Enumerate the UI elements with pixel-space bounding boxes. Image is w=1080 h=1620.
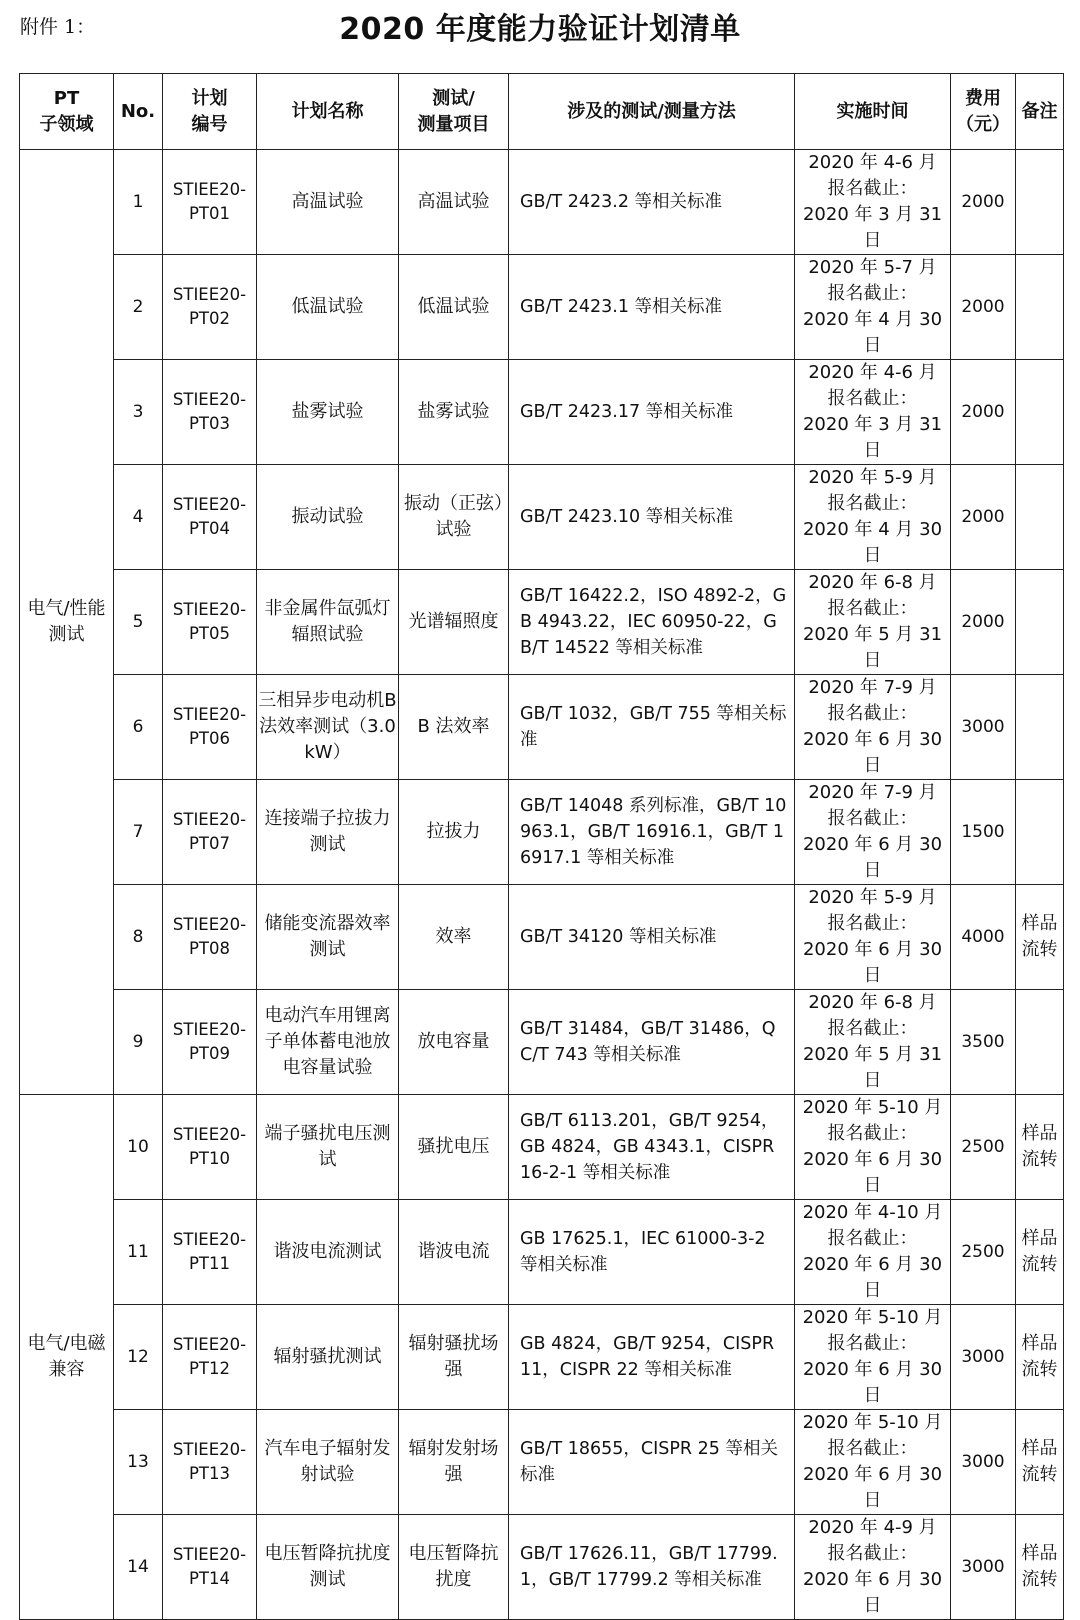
schedule-deadline-date: 2020 年 6 月 30 日 [802, 1359, 943, 1406]
plan-code-cell [163, 885, 257, 990]
schedule-deadline-label: 报名截止： [827, 1333, 918, 1354]
methods-cell: GB 4824，GB/T 9254，CISPR 11，CISPR 22 等相关标准 [509, 1305, 795, 1410]
plan-code-prefix: STIEE20- [172, 180, 247, 199]
schedule-cell [795, 150, 951, 255]
plan-code-cell [163, 255, 257, 360]
schedule-cell [795, 1095, 951, 1200]
schedule-period: 2020 年 5-9 月 [808, 467, 937, 488]
plan-code-prefix: STIEE20- [172, 600, 247, 619]
schedule-cell [795, 360, 951, 465]
table-row [20, 990, 1064, 1095]
no-cell: 9 [114, 990, 163, 1095]
plan-name-cell: 谐波电流测试 [257, 1200, 399, 1305]
schedule-cell [795, 675, 951, 780]
subfield-line2: 兼容 [48, 1359, 85, 1380]
plan-code-prefix: STIEE20- [172, 1335, 247, 1354]
schedule-deadline-date: 2020 年 5 月 31 日 [802, 1044, 943, 1091]
schedule-deadline-label: 报名截止： [827, 913, 918, 934]
remark-cell [1016, 990, 1064, 1095]
no-cell: 12 [114, 1305, 163, 1410]
schedule-deadline-label: 报名截止： [827, 703, 918, 724]
table-row [20, 1305, 1064, 1410]
schedule-period: 2020 年 6-8 月 [808, 992, 937, 1013]
no-cell: 11 [114, 1200, 163, 1305]
header-fee-line2: （元） [956, 113, 1010, 135]
plan-name-cell: 电压暂降抗扰度测试 [257, 1515, 399, 1620]
plan-code-cell [163, 990, 257, 1095]
methods-cell: GB/T 18655，CISPR 25 等相关标准 [509, 1410, 795, 1515]
plan-code-prefix: STIEE20- [172, 495, 247, 514]
fee-cell: 2500 [951, 1095, 1016, 1200]
schedule-period: 2020 年 5-10 月 [802, 1307, 943, 1328]
plan-name-cell: 振动试验 [257, 465, 399, 570]
methods-cell: GB/T 2423.2 等相关标准 [509, 150, 795, 255]
plan-code-suffix: PT14 [188, 1569, 231, 1588]
header-subfield [20, 74, 114, 150]
plan-name-cell: 三相异步电动机B 法效率测试（3.0kW） [257, 675, 399, 780]
schedule-deadline-label: 报名截止： [827, 1438, 918, 1459]
schedule-cell [795, 990, 951, 1095]
plan-code-cell [163, 570, 257, 675]
fee-cell: 2000 [951, 150, 1016, 255]
schedule-deadline-label: 报名截止： [827, 598, 918, 619]
fee-cell: 3500 [951, 990, 1016, 1095]
remark-cell [1016, 255, 1064, 360]
table-row [20, 675, 1064, 780]
fee-cell: 1500 [951, 780, 1016, 885]
header-subfield-line2: 子领域 [39, 113, 94, 135]
schedule-deadline-label: 报名截止： [827, 388, 918, 409]
table-row [20, 1410, 1064, 1515]
schedule-cell [795, 1200, 951, 1305]
schedule-deadline-label: 报名截止： [827, 283, 918, 304]
schedule-deadline-date: 2020 年 6 月 30 日 [802, 1254, 943, 1301]
plan-code-cell [163, 360, 257, 465]
table-row [20, 1200, 1064, 1305]
test-item-cell: 振动（正弦）试验 [399, 465, 509, 570]
test-item-cell: 盐雾试验 [399, 360, 509, 465]
schedule-period: 2020 年 5-7 月 [808, 257, 937, 278]
plan-code-cell [163, 1095, 257, 1200]
plan-code-prefix: STIEE20- [172, 1545, 247, 1564]
table-row [20, 570, 1064, 675]
schedule-period: 2020 年 5-9 月 [808, 887, 937, 908]
plan-name-cell: 端子骚扰电压测试 [257, 1095, 399, 1200]
pt-plan-table [19, 73, 1064, 1620]
fee-cell: 2000 [951, 570, 1016, 675]
plan-code-cell [163, 1200, 257, 1305]
plan-code-suffix: PT08 [188, 939, 231, 958]
plan-code-prefix: STIEE20- [172, 390, 247, 409]
no-cell: 8 [114, 885, 163, 990]
remark-cell [1016, 465, 1064, 570]
test-item-cell: 放电容量 [399, 990, 509, 1095]
fee-cell: 3000 [951, 1515, 1016, 1620]
subfield-cell [20, 1095, 114, 1620]
subfield-line1: 电气/性能 [27, 598, 106, 619]
plan-name-cell: 汽车电子辐射发射试验 [257, 1410, 399, 1515]
schedule-deadline-date: 2020 年 6 月 30 日 [802, 1569, 943, 1616]
methods-cell: GB/T 17626.11，GB/T 17799.1，GB/T 17799.2 等相关标准 [509, 1515, 795, 1620]
plan-code-prefix: STIEE20- [172, 285, 247, 304]
schedule-cell [795, 780, 951, 885]
plan-code-prefix: STIEE20- [172, 1440, 247, 1459]
plan-code-suffix: PT02 [188, 309, 231, 328]
schedule-deadline-date: 2020 年 5 月 31 日 [802, 624, 943, 671]
plan-name-cell: 低温试验 [257, 255, 399, 360]
schedule-deadline-label: 报名截止： [827, 1228, 918, 1249]
no-cell: 1 [114, 150, 163, 255]
plan-name-cell: 非金属件氙弧灯辐照试验 [257, 570, 399, 675]
plan-code-suffix: PT11 [188, 1254, 231, 1273]
plan-code-cell [163, 465, 257, 570]
methods-cell: GB/T 31484，GB/T 31486，QC/T 743 等相关标准 [509, 990, 795, 1095]
plan-name-cell: 储能变流器效率测试 [257, 885, 399, 990]
subfield-line2: 测试 [48, 624, 85, 645]
test-item-cell: 拉拔力 [399, 780, 509, 885]
plan-code-suffix: PT04 [188, 519, 231, 538]
schedule-period: 2020 年 7-9 月 [808, 677, 937, 698]
plan-code-suffix: PT13 [188, 1464, 231, 1483]
schedule-period: 2020 年 4-9 月 [808, 1517, 937, 1538]
plan-code-suffix: PT12 [188, 1359, 231, 1378]
remark-cell [1016, 360, 1064, 465]
no-cell: 10 [114, 1095, 163, 1200]
schedule-cell [795, 255, 951, 360]
fee-cell: 2000 [951, 360, 1016, 465]
schedule-deadline-label: 报名截止： [827, 1018, 918, 1039]
plan-code-prefix: STIEE20- [172, 1230, 247, 1249]
plan-name-cell: 电动汽车用锂离子单体蓄电池放电容量试验 [257, 990, 399, 1095]
attachment-label: 附件 1： [20, 16, 96, 38]
test-item-cell: 电压暂降抗扰度 [399, 1515, 509, 1620]
document-title: 2020 年度能力验证计划清单 [339, 12, 741, 47]
plan-name-cell: 盐雾试验 [257, 360, 399, 465]
table-row [20, 255, 1064, 360]
schedule-deadline-label: 报名截止： [827, 1123, 918, 1144]
plan-code-prefix: STIEE20- [172, 1125, 247, 1144]
fee-cell: 2000 [951, 465, 1016, 570]
header-remark: 备注 [1016, 74, 1064, 150]
plan-code-suffix: PT01 [188, 204, 231, 223]
fee-cell: 4000 [951, 885, 1016, 990]
plan-code-cell [163, 150, 257, 255]
test-item-cell: 高温试验 [399, 150, 509, 255]
test-item-cell: 光谱辐照度 [399, 570, 509, 675]
remark-cell: 样品流转 [1016, 1095, 1064, 1200]
schedule-cell [795, 465, 951, 570]
schedule-deadline-date: 2020 年 6 月 30 日 [802, 834, 943, 881]
schedule-deadline-date: 2020 年 4 月 30 日 [802, 309, 943, 356]
no-cell: 5 [114, 570, 163, 675]
table-row [20, 1515, 1064, 1620]
header-plan-code-line1: 计划 [191, 87, 228, 109]
plan-code-suffix: PT10 [188, 1149, 231, 1168]
table-row [20, 360, 1064, 465]
plan-code-cell [163, 1305, 257, 1410]
remark-cell [1016, 150, 1064, 255]
table-body [20, 150, 1064, 1620]
schedule-period: 2020 年 7-9 月 [808, 782, 937, 803]
schedule-deadline-date: 2020 年 6 月 30 日 [802, 1149, 943, 1196]
no-cell: 14 [114, 1515, 163, 1620]
plan-name-cell: 辐射骚扰测试 [257, 1305, 399, 1410]
table-row [20, 465, 1064, 570]
schedule-cell [795, 1305, 951, 1410]
plan-code-prefix: STIEE20- [172, 915, 247, 934]
schedule-period: 2020 年 4-6 月 [808, 152, 937, 173]
plan-code-suffix: PT06 [188, 729, 231, 748]
table-header-row [20, 74, 1064, 150]
header-fee-line1: 费用 [965, 87, 1001, 109]
no-cell: 3 [114, 360, 163, 465]
header-schedule: 实施时间 [795, 74, 951, 150]
remark-cell: 样品流转 [1016, 1305, 1064, 1410]
schedule-period: 2020 年 5-10 月 [802, 1097, 943, 1118]
remark-cell: 样品流转 [1016, 1515, 1064, 1620]
test-item-cell: 谐波电流 [399, 1200, 509, 1305]
plan-code-cell [163, 675, 257, 780]
remark-cell [1016, 780, 1064, 885]
remark-cell: 样品流转 [1016, 1410, 1064, 1515]
schedule-period: 2020 年 4-10 月 [802, 1202, 943, 1223]
table-row [20, 150, 1064, 255]
test-item-cell: 骚扰电压 [399, 1095, 509, 1200]
test-item-cell: 辐射骚扰场强 [399, 1305, 509, 1410]
schedule-cell [795, 1410, 951, 1515]
no-cell: 4 [114, 465, 163, 570]
remark-cell: 样品流转 [1016, 1200, 1064, 1305]
header-fee [951, 74, 1016, 150]
schedule-period: 2020 年 4-6 月 [808, 362, 937, 383]
test-item-cell: B 法效率 [399, 675, 509, 780]
schedule-cell [795, 570, 951, 675]
header-test-item [399, 74, 509, 150]
plan-code-prefix: STIEE20- [172, 810, 247, 829]
methods-cell: GB/T 1032，GB/T 755 等相关标准 [509, 675, 795, 780]
header-test-item-line2: 测量项目 [417, 113, 490, 135]
methods-cell: GB 17625.1，IEC 61000-3-2 等相关标准 [509, 1200, 795, 1305]
no-cell: 13 [114, 1410, 163, 1515]
plan-code-suffix: PT09 [188, 1044, 231, 1063]
header-test-item-line1: 测试/ [432, 87, 475, 109]
subfield-line1: 电气/电磁 [27, 1333, 106, 1354]
header-methods: 涉及的测试/测量方法 [509, 74, 795, 150]
methods-cell: GB/T 2423.1 等相关标准 [509, 255, 795, 360]
methods-cell: GB/T 6113.201，GB/T 9254，GB 4824，GB 4343.1，CISPR 16-2-1 等相关标准 [509, 1095, 795, 1200]
header-plan-code [163, 74, 257, 150]
schedule-deadline-label: 报名截止： [827, 808, 918, 829]
header-plan-name: 计划名称 [257, 74, 399, 150]
schedule-cell [795, 1515, 951, 1620]
plan-code-prefix: STIEE20- [172, 1020, 247, 1039]
subfield-cell [20, 150, 114, 1095]
methods-cell: GB/T 16422.2，ISO 4892-2，GB 4943.22，IEC 60950-22，GB/T 14522 等相关标准 [509, 570, 795, 675]
plan-code-cell [163, 1410, 257, 1515]
fee-cell: 2500 [951, 1200, 1016, 1305]
methods-cell: GB/T 2423.10 等相关标准 [509, 465, 795, 570]
schedule-deadline-date: 2020 年 3 月 31 日 [802, 414, 943, 461]
schedule-cell [795, 885, 951, 990]
remark-cell [1016, 570, 1064, 675]
schedule-deadline-date: 2020 年 3 月 31 日 [802, 204, 943, 251]
plan-code-suffix: PT05 [188, 624, 231, 643]
table-row [20, 780, 1064, 885]
schedule-deadline-date: 2020 年 4 月 30 日 [802, 519, 943, 566]
schedule-deadline-label: 报名截止： [827, 493, 918, 514]
no-cell: 6 [114, 675, 163, 780]
header-subfield-line1: PT [53, 87, 80, 109]
plan-code-cell [163, 780, 257, 885]
schedule-deadline-date: 2020 年 6 月 30 日 [802, 1464, 943, 1511]
plan-code-suffix: PT03 [188, 414, 231, 433]
methods-cell: GB/T 14048 系列标准，GB/T 10963.1，GB/T 16916.1，GB/T 16917.1 等相关标准 [509, 780, 795, 885]
table-row [20, 1095, 1064, 1200]
plan-name-cell: 高温试验 [257, 150, 399, 255]
remark-cell: 样品流转 [1016, 885, 1064, 990]
methods-cell: GB/T 34120 等相关标准 [509, 885, 795, 990]
no-cell: 7 [114, 780, 163, 885]
schedule-deadline-date: 2020 年 6 月 30 日 [802, 939, 943, 986]
test-item-cell: 辐射发射场强 [399, 1410, 509, 1515]
fee-cell: 3000 [951, 675, 1016, 780]
schedule-period: 2020 年 6-8 月 [808, 572, 937, 593]
schedule-deadline-label: 报名截止： [827, 178, 918, 199]
fee-cell: 2000 [951, 255, 1016, 360]
methods-cell: GB/T 2423.17 等相关标准 [509, 360, 795, 465]
schedule-deadline-date: 2020 年 6 月 30 日 [802, 729, 943, 776]
table-row [20, 885, 1064, 990]
plan-code-cell [163, 1515, 257, 1620]
remark-cell [1016, 675, 1064, 780]
fee-cell: 3000 [951, 1410, 1016, 1515]
header-plan-code-line2: 编号 [191, 113, 228, 135]
fee-cell: 3000 [951, 1305, 1016, 1410]
plan-name-cell: 连接端子拉拔力测试 [257, 780, 399, 885]
plan-code-suffix: PT07 [188, 834, 231, 853]
schedule-period: 2020 年 5-10 月 [802, 1412, 943, 1433]
no-cell: 2 [114, 255, 163, 360]
header-no: No. [114, 74, 163, 150]
test-item-cell: 效率 [399, 885, 509, 990]
plan-code-prefix: STIEE20- [172, 705, 247, 724]
test-item-cell: 低温试验 [399, 255, 509, 360]
schedule-deadline-label: 报名截止： [827, 1543, 918, 1564]
